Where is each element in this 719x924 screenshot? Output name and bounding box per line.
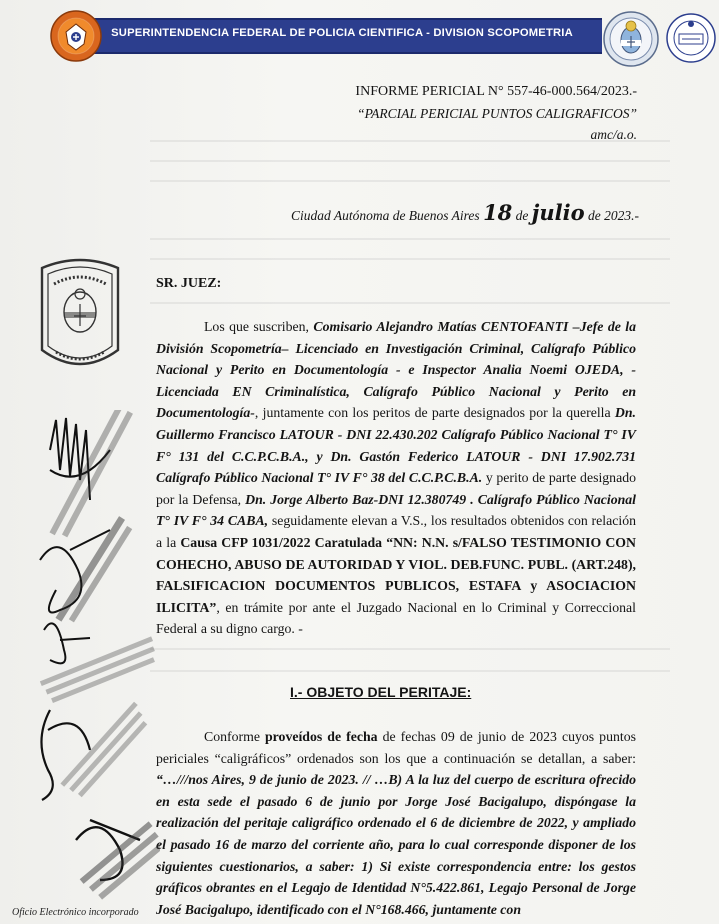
- report-number: INFORME PERICIAL N° 557-46-000.564/2023.-: [355, 84, 637, 99]
- date-city: Ciudad Autónoma de Buenos Aires: [290, 208, 480, 223]
- text-bold-run: proveídos de fecha: [265, 729, 378, 744]
- bleed-through-line: [150, 302, 670, 304]
- division-badge-icon: [662, 12, 719, 64]
- letterhead-title: SUPERINTENDENCIA FEDERAL DE POLICIA CIENTIFICA - DIVISION SCOPOMETRIA: [111, 27, 573, 39]
- bleed-through-line: [150, 238, 670, 240]
- date-de-2: de: [588, 208, 601, 223]
- text-run: Los que suscriben,: [204, 319, 314, 334]
- text-run: , en trámite por ante el Juzgado Nacional en lo Criminal y Correccional Federal a su digno cargo. -: [156, 599, 636, 637]
- signatories: Comisario Alejandro Matías CENTOFANTI –Jefe de la División Scopometría– Licenciado en Investigación Criminal, Calígrafo Público Nacional y Perito en Documentología - e Inspector Analia Noemi OJEDA, -Licenciada EN Criminalística, Calígrafo Público Nacional y Perito en Documentología-: [156, 319, 636, 421]
- signatures-and-stamps: [20, 410, 160, 910]
- plaintiff-experts: Dn. Guillermo Francisco LATOUR - DNI 22.430.202 Calígrafo Público Nacional T° IV F° 131 del C.C.P.C.B.A., y Dn. Gastón Federico LATOUR - DNI 17.902.731 Calígrafo Público Nacional T° IV F° 38 del C.C.P.C.B.A.: [156, 405, 636, 486]
- date-line: [291, 200, 639, 225]
- date-day-handwritten: 18: [483, 200, 513, 225]
- bleed-through-line: [150, 648, 670, 650]
- section-title: I.- OBJETO DEL PERITAJE:: [290, 684, 472, 700]
- bleed-through-line: [150, 670, 670, 672]
- case-caption: Causa CFP 1031/2022 Caratulada “NN: N.N. s/FALSO TESTIMONIO CON COHECHO, ABUSO DE AUTORIDAD Y VIOL. DEB.FUNC. PUBL. (ART.248), FALSIFICACION DOCUMENTOS PUBLICOS, ESTAFA y ASOCIACION ILICITA”: [156, 534, 636, 615]
- paragraph-intro: [156, 316, 636, 640]
- footer-note: Oficio Electrónico incorporado: [12, 907, 139, 918]
- official-seal-stamp: [34, 254, 126, 378]
- bleed-through-line: [150, 160, 670, 162]
- text-run: de fechas 09 de junio de 2023 cuyos puntos periciales “caligráficos” ordenados son los que a continuación se detallan, a saber:: [156, 729, 636, 766]
- letterhead-band: [82, 18, 602, 54]
- salutation: SR. JUEZ:: [156, 276, 222, 291]
- date-month-handwritten: julio: [531, 200, 585, 225]
- paragraph-object: [156, 726, 636, 920]
- text-run: Conforme: [204, 729, 265, 744]
- court-order-quote: “…///nos Aires, 9 de junio de 2023. // …B) A la luz del cuerpo de escritura ofrecido en esta sede el pasado 6 de junio por Jorge José Bacigalupo, dispóngase la realización del peritaje caligráfico ordenado el 6 de diciembre de 2022, y ampliado el pasado 16 de marzo del corriente año, para lo cual corresponde disponer de los siguientes cuestionarios, a saber: 1) Si existe correspondencia entre: los gestos gráficos obrantes en el Legajo de Identidad N°5.422.861, Legajo Personal de Jorge José Bacigalupo, identificado con el N°168.466, juntamente con: [156, 772, 636, 917]
- text-run: , juntamente con los peritos de parte designados por la querella: [254, 405, 615, 421]
- text-run: y perito de parte designado por la Defensa,: [156, 470, 636, 507]
- report-initials: amc/a.o.: [590, 127, 637, 142]
- argentine-shield-icon: [602, 10, 660, 68]
- text-run: seguidamente elevan a V.S., los resultados obtenidos con relación a la: [156, 513, 636, 550]
- date-year: 2023.-: [604, 208, 639, 223]
- letterhead: [22, 10, 706, 58]
- report-subtitle: “PARCIAL PERICIAL PUNTOS CALIGRAFICOS”: [357, 106, 637, 121]
- bleed-through-line: [150, 258, 670, 260]
- defense-expert: Dn. Jorge Alberto Baz-DNI 12.380749 . Calígrafo Público Nacional T° IV F° 34 CABA,: [156, 491, 637, 529]
- bleed-through-line: [150, 180, 670, 182]
- police-emblem-icon: [50, 10, 102, 62]
- date-de-1: de: [515, 208, 529, 223]
